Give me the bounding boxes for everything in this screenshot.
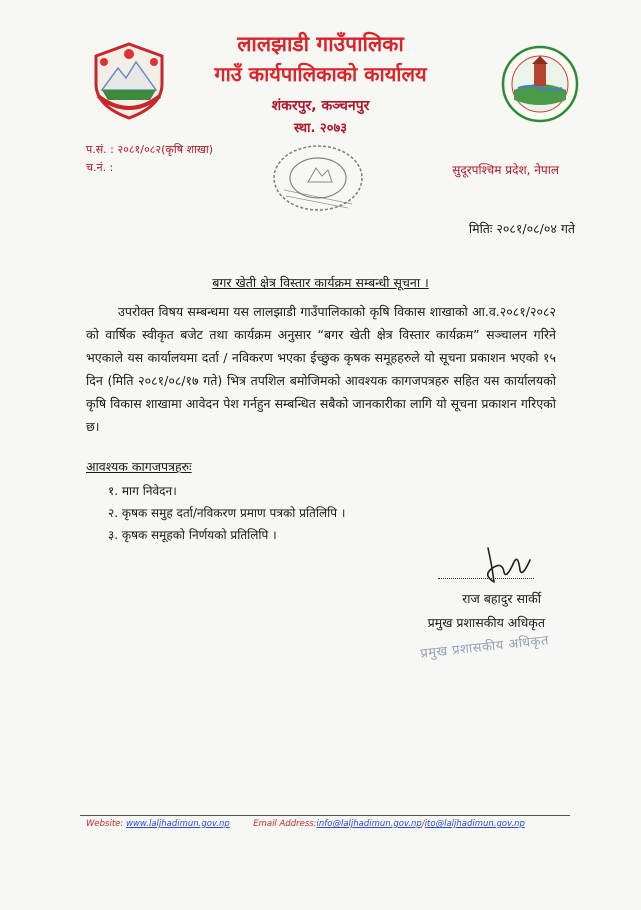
office-subtitle: गाउँ कार्यपालिकाको कार्यालय (214, 62, 427, 86)
signer-title: प्रमुख प्रशासकीय अधिकृत (427, 615, 545, 630)
document-item: २. कृषक समुह दर्ता/नविकरण प्रमाण पत्रको प्रतिलिपि । (108, 506, 346, 520)
signer-name: राज बहादुर सार्की (462, 591, 541, 606)
reference-number: प.सं. : २०८१/०८२(कृषि शाखा) (86, 143, 214, 156)
website-label: Website: (86, 819, 126, 829)
dispatch-number: च.नं. : (86, 161, 114, 174)
email-link-ito[interactable]: ito@laljhadimun.gov.np (424, 819, 525, 829)
footer-divider (80, 815, 570, 816)
signature-icon (474, 542, 534, 588)
established-year: स्था. २०७३ (294, 121, 347, 136)
email-link-info[interactable]: info@laljhadimun.gov.np (316, 819, 422, 829)
notice-body: उपरोक्त विषय सम्बन्धमा यस लालझाडी गाउँपालिकाको कृषि विकास शाखाको आ.व.२०८१/२०८२ को वार्षिक स्वीकृत बजेट तथा कार्यक्रम अनुसार “बगर खेती क्षेत्र विस्तार कार्यक्रम” सञ्चालन गरिने भएकाले यस कार्यालयमा दर्ता / नविकरण भएका ईच्छुक कृषक समूहहरुले यो सूचना प्रकाशन भएको १५ दिन (मिति २०८१/०८/१७ गते) भित्र तपशिल बमोजिमको आवश्यक कागजपत्रहरु सहित यस कार्यालयको कृषि विकास शाखामा आवेदन पेश गर्नहुन सम्बन्धित सबैको जानकारीका लागि यो सूचना प्रकाशन गरिएको छ। (86, 304, 556, 434)
notice-subject (0, 274, 641, 291)
email-separator: / (421, 819, 425, 829)
document-item: १. माग निवेदन। (108, 484, 177, 498)
designation-stamp: प्रमुख प्रशासकीय अधिकृत (419, 633, 550, 662)
office-address: शंकरपुर, कञ्चनपुर (271, 98, 370, 114)
footer (86, 819, 525, 829)
website-link[interactable]: www.laljhadimun.gov.np (125, 819, 230, 829)
stamp-seal-icon (270, 142, 366, 214)
notice-subject-text: बगर खेती क्षेत्र विस्तार कार्यक्रम सम्बन्धी सूचना । (212, 275, 429, 290)
email-label: Email Address: (253, 819, 317, 829)
notice-date: मितिः २०८१/०८/०४ गते (468, 221, 575, 236)
signature-line (438, 578, 534, 579)
document-item: ३. कृषक समूहको निर्णयको प्रतिलिपि । (108, 528, 277, 542)
province-name: सुदूरपश्चिम प्रदेश, नेपाल (452, 163, 559, 177)
office-name: लालझाडी गाउँपालिका (237, 32, 404, 56)
documents-heading: आवश्यक कागजपत्रहरुः (86, 459, 192, 474)
